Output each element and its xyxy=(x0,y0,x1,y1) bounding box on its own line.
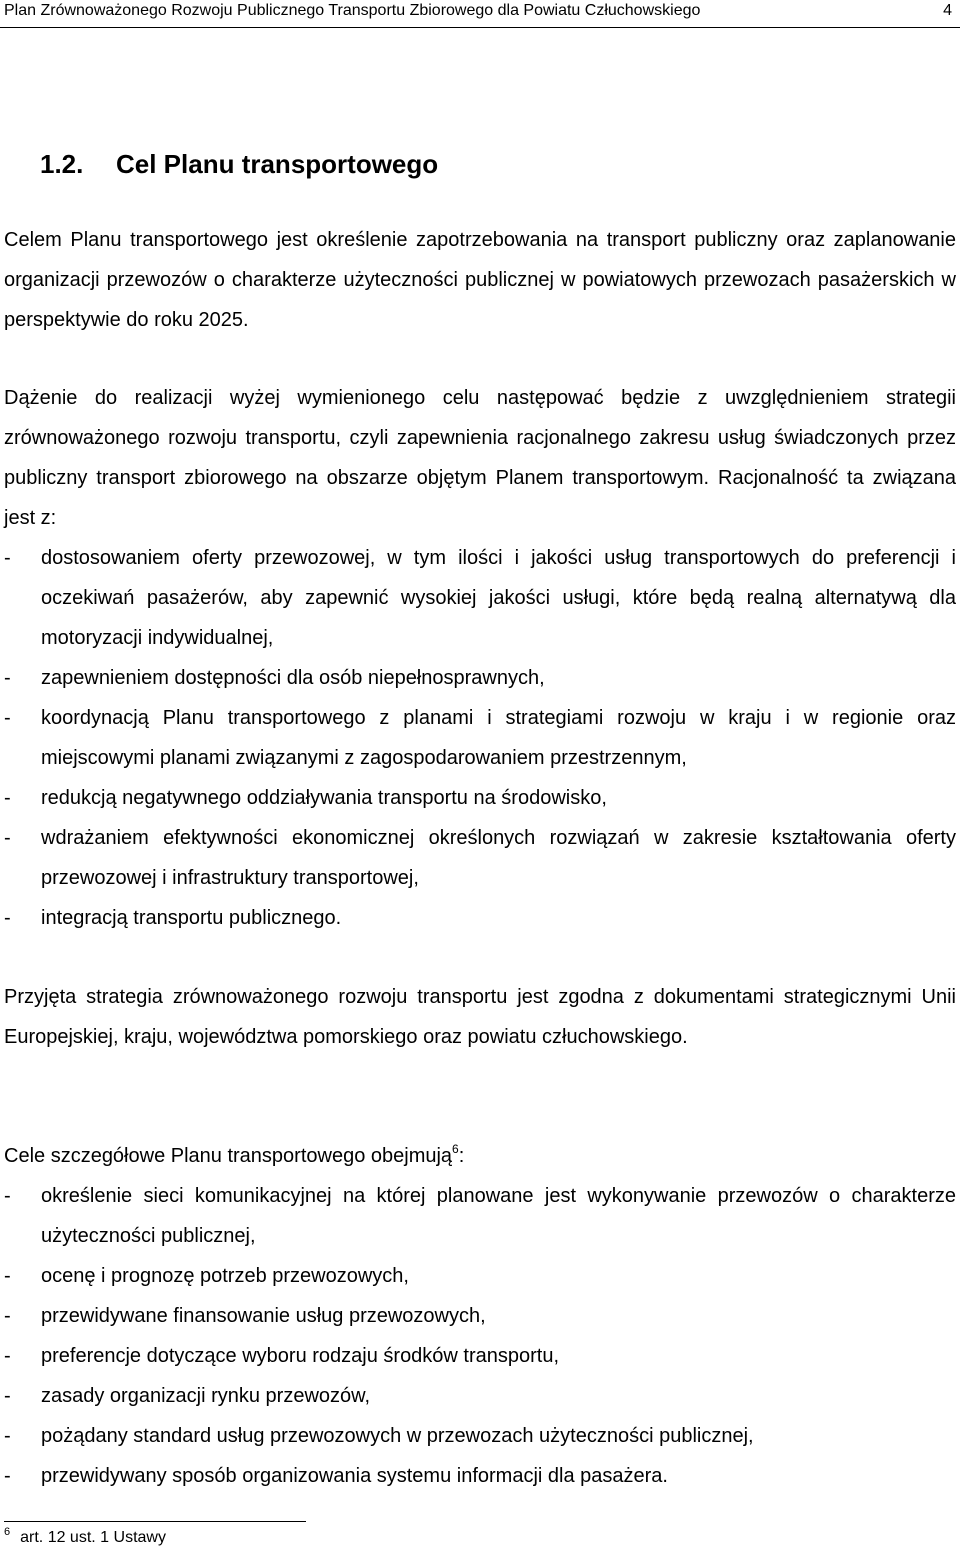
list-item xyxy=(4,538,956,658)
footnote-separator xyxy=(4,1521,306,1522)
list-item-text: integracją transportu publicznego. xyxy=(41,907,342,929)
section-heading xyxy=(40,147,438,181)
list-item xyxy=(4,1256,956,1296)
list-marker: - xyxy=(4,1465,11,1487)
list-marker: - xyxy=(4,1305,11,1327)
list-item-text: określenie sieci komunikacyjnej na której planowane jest wykonywanie przewozów o charakterze użyteczności publicznej, xyxy=(41,1185,956,1247)
list-item xyxy=(4,1176,956,1256)
list-item-text: pożądany standard usług przewozowych w przewozach użyteczności publicznej, xyxy=(41,1425,754,1447)
section-number: 1.2. xyxy=(40,149,84,179)
paragraph-detailed-goals xyxy=(4,1136,956,1176)
list-item xyxy=(4,778,956,818)
list-marker: - xyxy=(4,1345,11,1367)
list-marker: - xyxy=(4,1385,11,1407)
list-marker: - xyxy=(4,667,11,689)
paragraph-compliance: Przyjęta strategia zrównoważonego rozwoju transportu jest zgodna z dokumentami strategicznymi Unii Europejskiej, kraju, województwa pomorskiego oraz powiatu człuchowskiego. xyxy=(4,986,956,1048)
list-item xyxy=(4,1456,956,1496)
list-marker: - xyxy=(4,787,11,809)
list-item xyxy=(4,1336,956,1376)
list-marker: - xyxy=(4,1425,11,1447)
paragraph-detailed-goals-text: Cele szczegółowe Planu transportowego obejmują xyxy=(4,1145,453,1167)
list-marker: - xyxy=(4,827,11,849)
footnote-number: 6 xyxy=(4,1526,11,1538)
list-item xyxy=(4,698,956,778)
list-marker: - xyxy=(4,707,11,729)
list-marker: - xyxy=(4,1185,11,1207)
list-item-text: ocenę i prognozę potrzeb przewozowych, xyxy=(41,1265,409,1287)
header-rule xyxy=(0,27,960,28)
list-item xyxy=(4,1416,956,1456)
section-title: Cel Planu transportowego xyxy=(116,149,439,179)
list-item-text: zapewnieniem dostępności dla osób niepełnosprawnych, xyxy=(41,667,545,689)
list-item-text: przewidywany sposób organizowania systemu informacji dla pasażera. xyxy=(41,1465,668,1487)
page-number: 4 xyxy=(943,2,952,19)
paragraph-detailed-goals-suffix: : xyxy=(458,1145,465,1167)
list-item xyxy=(4,898,956,938)
paragraph-strategy: Dążenie do realizacji wyżej wymienionego celu następować będzie z uwzględnieniem strategii zrównoważonego rozwoju transportu, czyli zapewnienia racjonalnego zakresu usług świadczonych przez publiczny transport zbiorowego na obszarze objętym Planem transportowym. Racjonalność ta związana jest z: xyxy=(4,387,956,529)
footnote-text: art. 12 ust. 1 Ustawy xyxy=(20,1529,166,1546)
list-item-text: wdrażaniem efektywności ekonomicznej określonych rozwiązań w zakresie kształtowania oferty przewozowej i infrastruktury transportowej, xyxy=(41,827,956,889)
list-item xyxy=(4,1376,956,1416)
list-item-text: koordynacją Planu transportowego z planami i strategiami rozwoju w kraju i w regionie oraz miejscowymi planami związanymi z zagospodarowaniem przestrzennym, xyxy=(41,707,956,769)
paragraph-goal: Celem Planu transportowego jest określenie zapotrzebowania na transport publiczny oraz zaplanowanie organizacji przewozów o charakterze użyteczności publicznej w powiatowych przewozach pasażerskich w perspektywie do roku 2025. xyxy=(4,229,956,331)
list-marker: - xyxy=(4,547,11,569)
list-item xyxy=(4,1296,956,1336)
list-item xyxy=(4,658,956,698)
list-marker: - xyxy=(4,1265,11,1287)
list-marker: - xyxy=(4,907,11,929)
list-item-text: dostosowaniem oferty przewozowej, w tym ilości i jakości usług transportowych do preferencji i oczekiwań pasażerów, aby zapewnić wysokiej jakości usługi, które będą realną alternatywą dla motoryzacji indywidualnej, xyxy=(41,547,956,649)
running-header-title: Plan Zrównoważonego Rozwoju Publicznego Transportu Zbiorowego dla Powiatu Człuchowskiego xyxy=(4,2,701,19)
list-item-text: przewidywane finansowanie usług przewozowych, xyxy=(41,1305,486,1327)
footnote xyxy=(4,1527,166,1549)
list-item-text: redukcją negatywnego oddziaływania transportu na środowisko, xyxy=(41,787,607,809)
list-item-text: preferencje dotyczące wyboru rodzaju środków transportu, xyxy=(41,1345,560,1367)
list-rationality xyxy=(4,538,956,938)
list-detailed-goals xyxy=(4,1176,956,1496)
list-item xyxy=(4,818,956,898)
footnote-reference: 6 xyxy=(452,1142,459,1156)
list-item-text: zasady organizacji rynku przewozów, xyxy=(41,1385,371,1407)
